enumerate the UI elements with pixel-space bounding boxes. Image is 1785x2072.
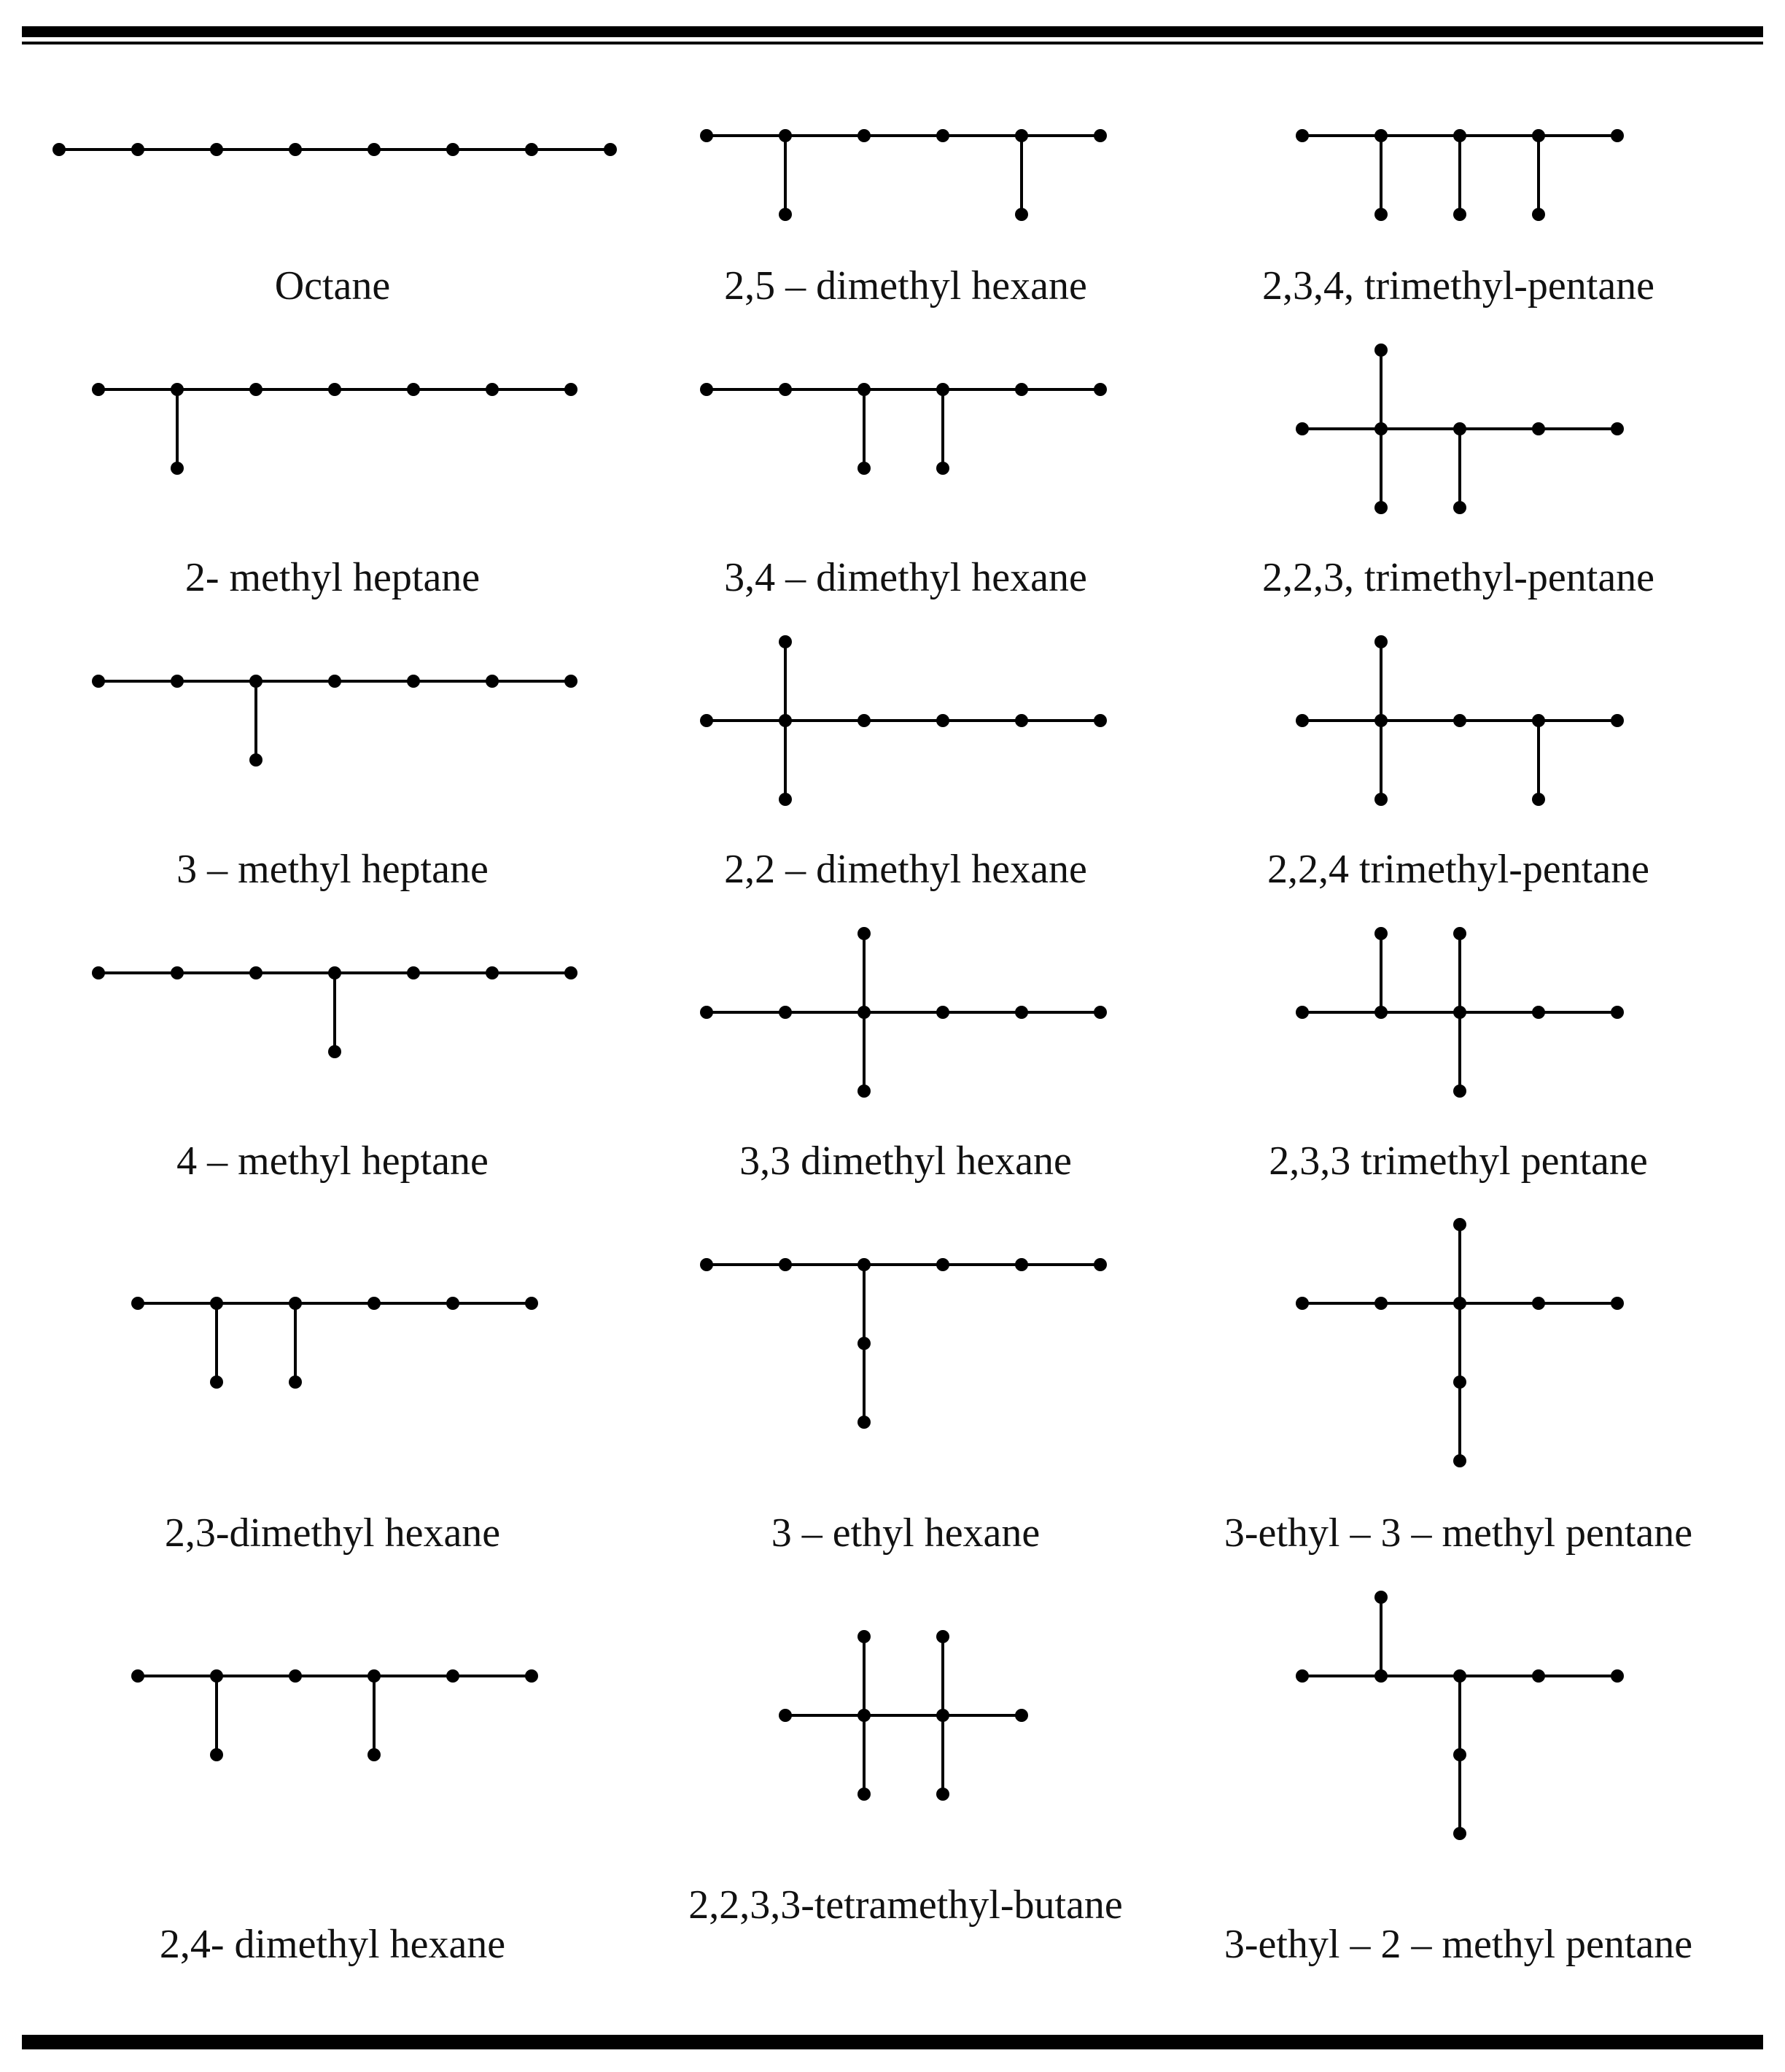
branch-carbon-atom [368, 1748, 381, 1761]
branch-carbon-atom [936, 1630, 949, 1643]
branch-carbon-atom [1374, 793, 1388, 806]
chain-carbon-atom [779, 714, 792, 727]
label-octane: Octane [274, 263, 391, 309]
label-2-2-3-trimethyl-pentane: 2,2,3, trimethyl-pentane [1261, 555, 1655, 600]
chain-carbon-atom [936, 1006, 949, 1019]
bottom-rule [22, 2035, 1763, 2049]
chain-carbon-atom [289, 1297, 302, 1310]
chain-carbon-atom [1374, 422, 1388, 435]
chain-carbon-atom [936, 714, 949, 727]
chain-carbon-atom [1453, 129, 1466, 142]
chain-carbon-atom [1532, 714, 1545, 727]
chain-carbon-atom [936, 1709, 949, 1722]
chain-carbon-atom [171, 966, 184, 979]
label-2-2-dimethyl-hexane: 2,2 – dimethyl hexane [724, 847, 1087, 892]
chain-carbon-atom [446, 1669, 459, 1683]
branch-carbon-atom [858, 1337, 871, 1350]
chain-carbon-atom [210, 1297, 223, 1310]
chain-carbon-atom [779, 1006, 792, 1019]
chain-carbon-atom [1611, 129, 1624, 142]
chain-carbon-atom [1296, 714, 1309, 727]
chain-carbon-atom [1374, 1669, 1388, 1683]
branch-carbon-atom [249, 753, 262, 767]
molecule-graph-2-3-dimethyl-hexane [131, 1297, 538, 1389]
label-2-5-dimethyl-hexane: 2,5 – dimethyl hexane [724, 263, 1087, 309]
chain-carbon-atom [249, 383, 262, 396]
chain-carbon-atom [328, 966, 341, 979]
chain-carbon-atom [1296, 1669, 1309, 1683]
chain-carbon-atom [779, 129, 792, 142]
branch-carbon-atom [779, 793, 792, 806]
molecule-graph-2-3-4-trimethyl-pentane [1296, 129, 1624, 221]
chain-carbon-atom [1611, 1669, 1624, 1683]
chain-carbon-atom [210, 143, 223, 156]
chain-carbon-atom [446, 143, 459, 156]
branch-carbon-atom [858, 927, 871, 940]
chain-carbon-atom [1611, 714, 1624, 727]
chain-carbon-atom [525, 1669, 538, 1683]
chain-carbon-atom [1611, 1006, 1624, 1019]
label-2-4-dimethyl-hexane: 2,4- dimethyl hexane [159, 1922, 506, 1967]
branch-carbon-atom [1453, 501, 1466, 514]
chain-carbon-atom [525, 1297, 538, 1310]
branch-carbon-atom [1374, 344, 1388, 357]
chain-carbon-atom [131, 1297, 144, 1310]
chain-carbon-atom [1453, 422, 1466, 435]
chain-carbon-atom [700, 383, 713, 396]
chain-carbon-atom [92, 675, 105, 688]
chain-carbon-atom [1015, 383, 1028, 396]
branch-carbon-atom [1453, 1827, 1466, 1840]
branch-carbon-atom [858, 1084, 871, 1098]
chain-carbon-atom [858, 129, 871, 142]
chain-carbon-atom [564, 383, 578, 396]
branch-carbon-atom [210, 1375, 223, 1389]
label-2-3-3-trimethyl-pentane: 2,3,3 trimethyl pentane [1269, 1138, 1648, 1184]
chain-carbon-atom [92, 966, 105, 979]
molecule-graph-2-5-dimethyl-hexane [700, 129, 1107, 221]
branch-carbon-atom [1374, 1591, 1388, 1604]
chain-carbon-atom [936, 383, 949, 396]
branch-carbon-atom [779, 635, 792, 648]
chain-carbon-atom [936, 129, 949, 142]
chain-carbon-atom [328, 383, 341, 396]
chain-carbon-atom [1453, 1297, 1466, 1310]
chain-carbon-atom [1532, 1297, 1545, 1310]
molecule-graph-2-2-3-trimethyl-pentane [1296, 344, 1624, 514]
chain-carbon-atom [858, 1709, 871, 1722]
label-3-3-dimethyl-hexane: 3,3 dimethyl hexane [739, 1138, 1072, 1184]
chain-carbon-atom [779, 1258, 792, 1271]
molecule-graph-2-3-3-trimethyl-pentane [1296, 927, 1624, 1098]
branch-carbon-atom [858, 462, 871, 475]
label-3-4-dimethyl-hexane: 3,4 – dimethyl hexane [724, 555, 1087, 600]
chain-carbon-atom [700, 714, 713, 727]
chain-carbon-atom [604, 143, 617, 156]
chain-carbon-atom [171, 675, 184, 688]
branch-carbon-atom [1453, 1375, 1466, 1389]
label-4-methyl-heptane: 4 – methyl heptane [176, 1138, 489, 1184]
chain-carbon-atom [131, 1669, 144, 1683]
molecule-graph-3-4-dimethyl-hexane [700, 383, 1107, 475]
chain-carbon-atom [1374, 129, 1388, 142]
chain-carbon-atom [1094, 383, 1107, 396]
chain-carbon-atom [446, 1297, 459, 1310]
chain-carbon-atom [52, 143, 66, 156]
chain-carbon-atom [368, 1669, 381, 1683]
molecule-graph-3-ethyl-3-methyl-pentane [1296, 1218, 1624, 1467]
chain-carbon-atom [1015, 1258, 1028, 1271]
chain-carbon-atom [936, 1258, 949, 1271]
chain-carbon-atom [1532, 1006, 1545, 1019]
chain-carbon-atom [564, 966, 578, 979]
chain-carbon-atom [858, 1006, 871, 1019]
chain-carbon-atom [368, 143, 381, 156]
label-3-ethyl-3-methyl-pentane: 3-ethyl – 3 – methyl pentane [1224, 1510, 1693, 1556]
label-2-3-4-trimethyl-pentane: 2,3,4, trimethyl-pentane [1261, 263, 1655, 309]
molecule-graph-3-ethyl-2-methyl-pentane [1296, 1591, 1624, 1840]
chain-carbon-atom [407, 966, 420, 979]
branch-carbon-atom [1453, 927, 1466, 940]
chain-carbon-atom [210, 1669, 223, 1683]
chain-carbon-atom [1453, 714, 1466, 727]
chain-carbon-atom [1611, 422, 1624, 435]
chain-carbon-atom [564, 675, 578, 688]
branch-carbon-atom [779, 208, 792, 221]
chain-carbon-atom [1374, 1006, 1388, 1019]
branch-carbon-atom [1453, 208, 1466, 221]
chain-carbon-atom [131, 143, 144, 156]
chain-carbon-atom [368, 1297, 381, 1310]
chain-carbon-atom [1374, 1297, 1388, 1310]
branch-carbon-atom [1374, 927, 1388, 940]
chain-carbon-atom [1296, 129, 1309, 142]
chain-carbon-atom [1015, 129, 1028, 142]
branch-carbon-atom [936, 1788, 949, 1801]
chain-carbon-atom [171, 383, 184, 396]
molecule-graph-2-2-3-3-tetramethyl-butane [779, 1630, 1028, 1801]
chain-carbon-atom [1532, 129, 1545, 142]
chain-carbon-atom [289, 1669, 302, 1683]
chain-carbon-atom [700, 129, 713, 142]
chain-carbon-atom [486, 675, 499, 688]
branch-carbon-atom [289, 1375, 302, 1389]
branch-carbon-atom [858, 1416, 871, 1429]
chain-carbon-atom [486, 383, 499, 396]
chain-carbon-atom [1094, 129, 1107, 142]
molecule-graph-2-2-4-trimethyl-pentane [1296, 635, 1624, 806]
chain-carbon-atom [525, 143, 538, 156]
molecule-graph-3-ethyl-hexane [700, 1258, 1107, 1429]
branch-carbon-atom [1532, 793, 1545, 806]
branch-carbon-atom [171, 462, 184, 475]
branch-carbon-atom [1453, 1218, 1466, 1231]
chain-carbon-atom [1094, 1258, 1107, 1271]
chain-carbon-atom [1094, 1006, 1107, 1019]
molecule-graph-2-4-dimethyl-hexane [131, 1669, 538, 1761]
chain-carbon-atom [249, 675, 262, 688]
label-3-ethyl-2-methyl-pentane: 3-ethyl – 2 – methyl pentane [1224, 1922, 1693, 1967]
molecule-graph-4-methyl-heptane [92, 966, 578, 1058]
molecule-graph-3-methyl-heptane [92, 675, 578, 767]
chain-carbon-atom [1296, 1006, 1309, 1019]
branch-carbon-atom [1374, 635, 1388, 648]
chain-carbon-atom [779, 1709, 792, 1722]
chain-carbon-atom [92, 383, 105, 396]
chain-carbon-atom [779, 383, 792, 396]
chain-carbon-atom [1015, 714, 1028, 727]
branch-carbon-atom [1374, 501, 1388, 514]
chain-carbon-atom [1611, 1297, 1624, 1310]
label-2-2-3-3-tetramethyl-butane: 2,2,3,3-tetramethyl-butane [688, 1882, 1123, 1928]
chain-carbon-atom [486, 966, 499, 979]
chain-carbon-atom [1453, 1669, 1466, 1683]
chain-carbon-atom [1532, 422, 1545, 435]
chain-carbon-atom [1374, 714, 1388, 727]
branch-carbon-atom [1015, 208, 1028, 221]
label-3-methyl-heptane: 3 – methyl heptane [176, 847, 489, 892]
branch-carbon-atom [858, 1788, 871, 1801]
label-2-3-dimethyl-hexane: 2,3-dimethyl hexane [164, 1510, 501, 1556]
branch-carbon-atom [1532, 208, 1545, 221]
branch-carbon-atom [210, 1748, 223, 1761]
chain-carbon-atom [1532, 1669, 1545, 1683]
chain-carbon-atom [1296, 1297, 1309, 1310]
branch-carbon-atom [1453, 1084, 1466, 1098]
branch-carbon-atom [1453, 1748, 1466, 1761]
molecule-graph-2-2-dimethyl-hexane [700, 635, 1107, 806]
chain-carbon-atom [700, 1258, 713, 1271]
chain-carbon-atom [1453, 1006, 1466, 1019]
chain-carbon-atom [700, 1006, 713, 1019]
branch-carbon-atom [328, 1045, 341, 1058]
molecule-graph-octane [52, 143, 617, 156]
branch-carbon-atom [936, 462, 949, 475]
chain-carbon-atom [407, 383, 420, 396]
molecule-graph-2-methyl-heptane [92, 383, 578, 475]
chain-carbon-atom [289, 143, 302, 156]
chain-carbon-atom [407, 675, 420, 688]
branch-carbon-atom [1453, 1454, 1466, 1467]
branch-carbon-atom [858, 1630, 871, 1643]
chain-carbon-atom [328, 675, 341, 688]
branch-carbon-atom [1374, 208, 1388, 221]
chain-carbon-atom [858, 1258, 871, 1271]
molecule-graph-3-3-dimethyl-hexane [700, 927, 1107, 1098]
label-2-2-4-trimethyl-pentane: 2,2,4 trimethyl-pentane [1267, 847, 1650, 892]
chain-carbon-atom [858, 714, 871, 727]
label-3-ethyl-hexane: 3 – ethyl hexane [771, 1510, 1041, 1556]
chain-carbon-atom [858, 383, 871, 396]
chain-carbon-atom [1015, 1709, 1028, 1722]
chain-carbon-atom [1015, 1006, 1028, 1019]
chain-carbon-atom [1094, 714, 1107, 727]
label-2-methyl-heptane: 2- methyl heptane [184, 555, 481, 600]
chain-carbon-atom [249, 966, 262, 979]
chain-carbon-atom [1296, 422, 1309, 435]
